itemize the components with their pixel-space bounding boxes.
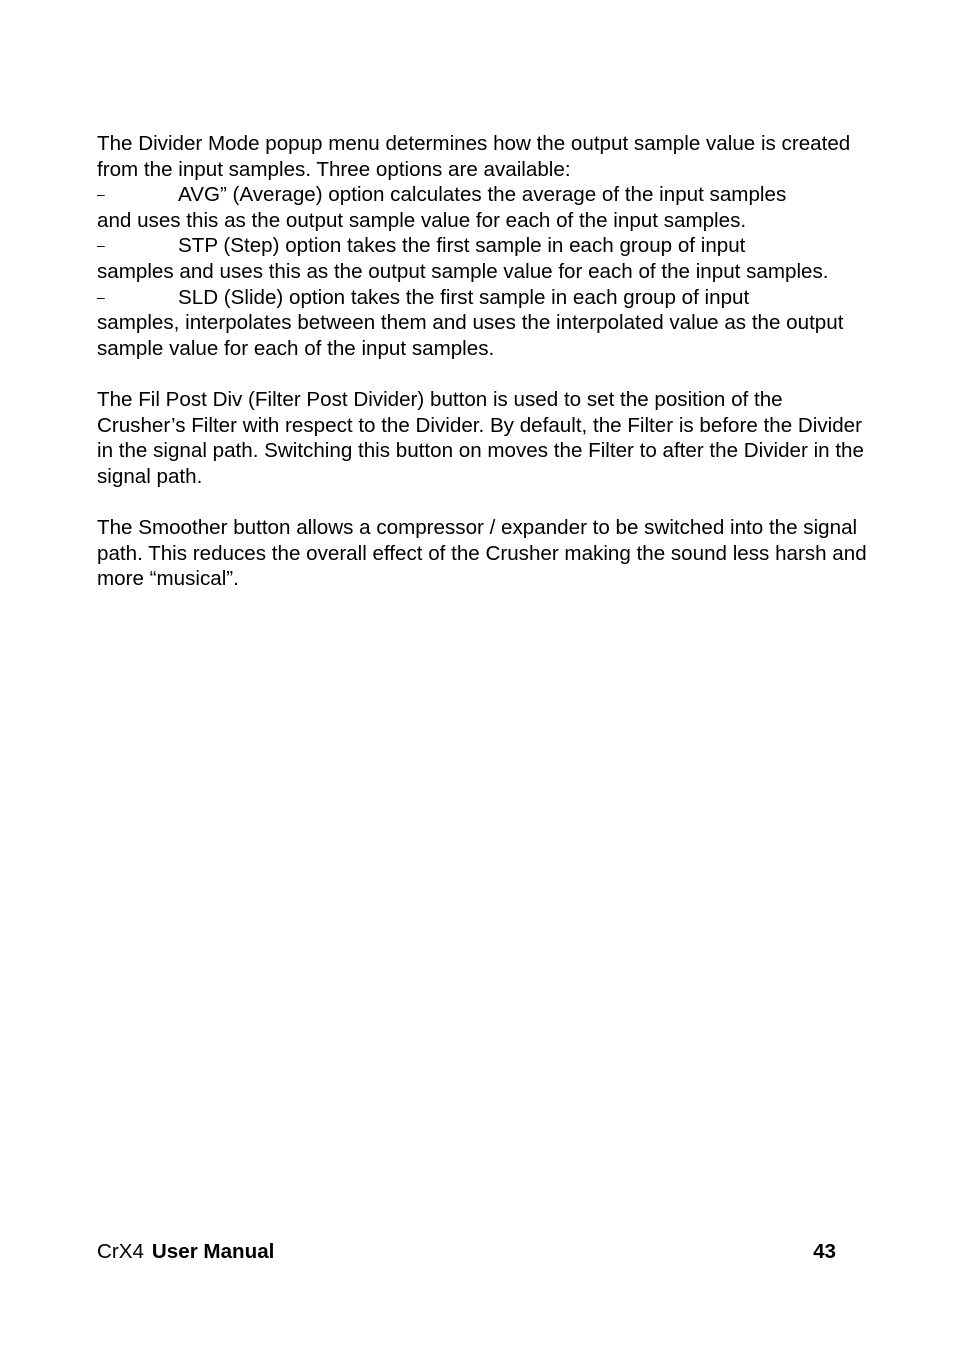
page-footer [97,1239,836,1265]
dash-bullet-icon: – [97,237,105,254]
paragraph-spacer [97,361,867,387]
paragraph-spacer [97,489,867,515]
smoother-paragraph: The Smoother button allows a compressor / expander to be switched into the signal path. This reduces the overall effect of the Crusher making the sound less harsh and more “musical”. [97,515,867,591]
avg-option-item [97,182,867,233]
avg-option-rest: and uses this as the output sample value for each of the input samples. [97,208,747,232]
avg-option-first-line: AVG” (Average) option calculates the average of the input samples [178,183,787,207]
page-number: 43 [813,1240,836,1263]
sld-option-rest: samples, interpolates between them and uses the interpolated value as the output sample value for each of the input samples. [97,311,844,360]
sld-option-first-line: SLD (Slide) option takes the first sample in each group of input [178,285,750,309]
footer-product-name: CrX4 [97,1240,144,1263]
dash-bullet-icon: – [97,288,105,305]
stp-option-rest: samples and uses this as the output sample value for each of the input samples. [97,259,829,283]
fil-post-div-paragraph: The Fil Post Div (Filter Post Divider) button is used to set the position of the Crusher’s Filter with respect to the Divider. By default, the Filter is before the Divider in the signal path. Switching this button on moves the Filter to after the Divider in the signal path. [97,387,864,488]
page-body [97,131,867,592]
stp-option-first-line: STP (Step) option takes the first sample in each group of input [178,234,746,258]
sld-option-item [97,285,867,362]
dash-bullet-icon: – [97,186,105,203]
footer-manual-title: User Manual [151,1240,275,1263]
divider-mode-paragraph: The Divider Mode popup menu determines how the output sample value is created from the input samples. Three options are available: [97,132,851,181]
stp-option-item [97,233,867,284]
